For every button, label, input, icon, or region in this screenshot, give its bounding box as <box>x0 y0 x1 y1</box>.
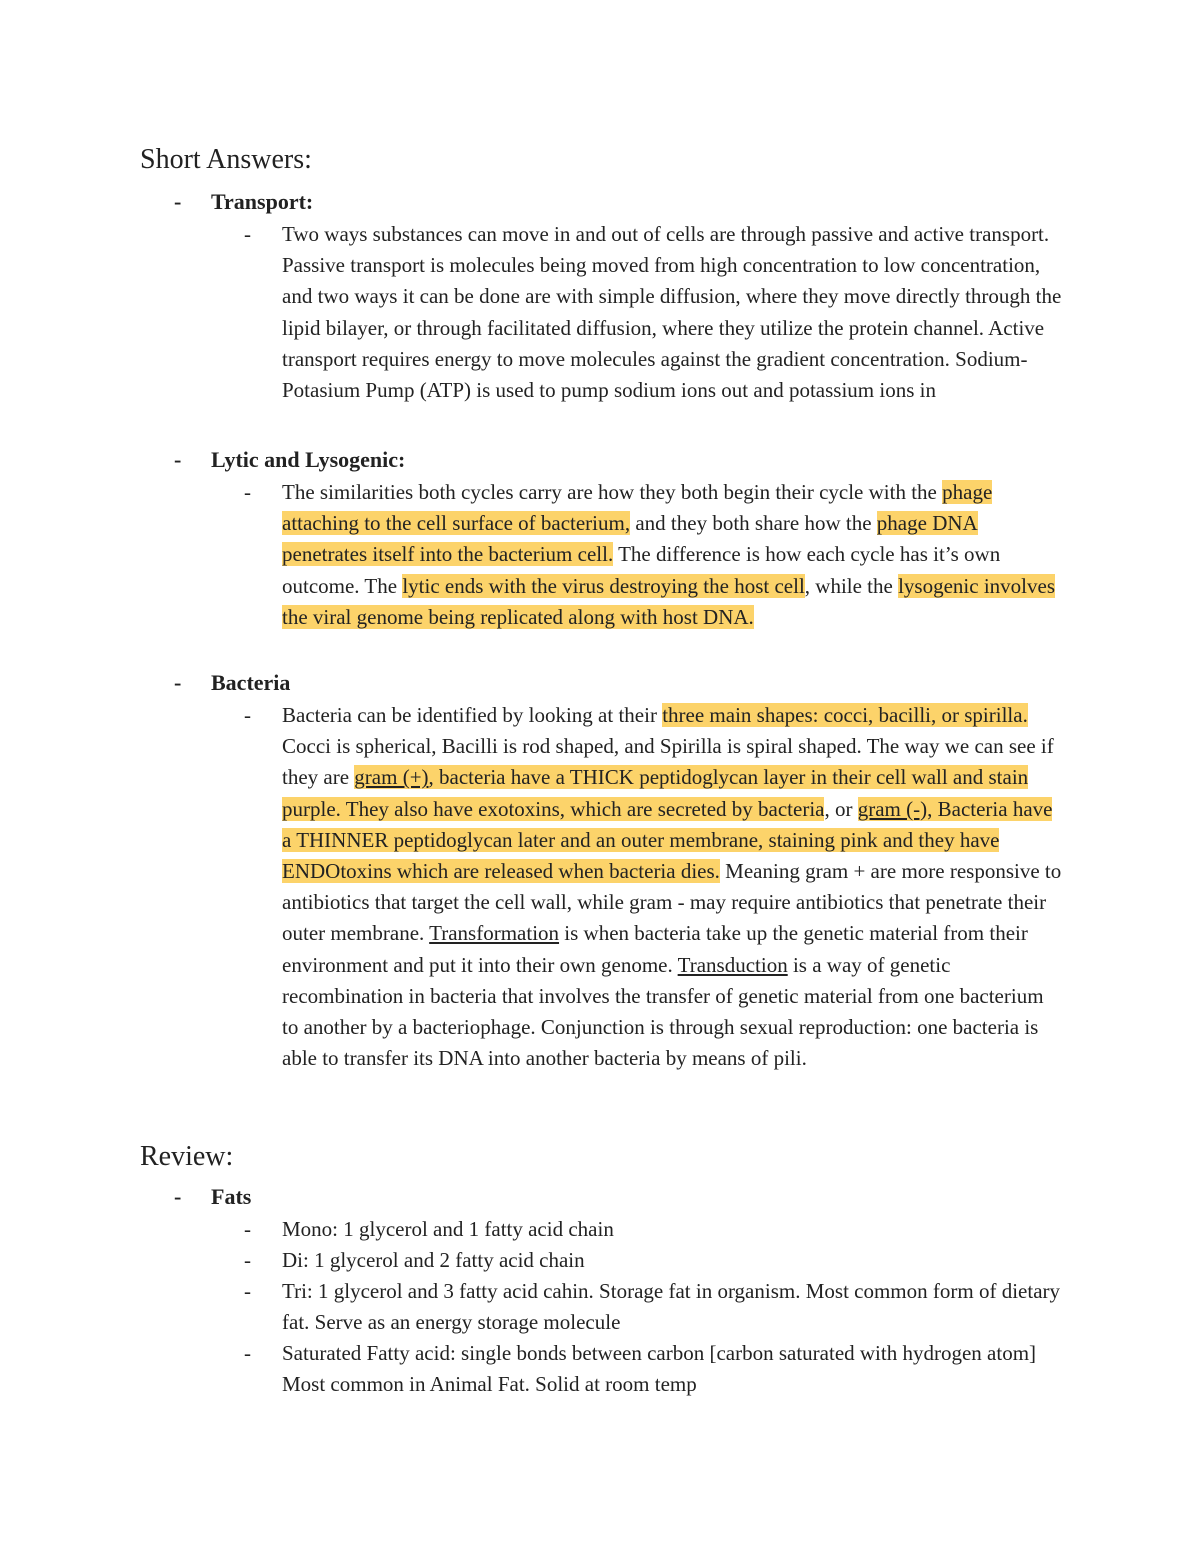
text-run: Cocci is spherical, Bacilli is rod shaped, and Spirilla is spiral shaped. The way we can see if they are <box>282 734 1054 790</box>
bacteria-paragraph <box>244 700 1064 1074</box>
sub-dash: - <box>244 1341 251 1365</box>
lytic-text <box>282 477 1064 633</box>
text-run: is when bacteria take up the genetic material from their environment and put it into their own genome. <box>282 921 1028 977</box>
highlight: lysogenic involves the viral genome being replicated along with host DNA. <box>282 573 1055 629</box>
text-run: Meaning gram + are more responsive to antibiotics that target the cell wall, while gram - may require antibiotics that penetrate their outer membrane. <box>282 859 1062 946</box>
text-run: The difference is how each cycle has it’s own outcome. The <box>282 542 1001 598</box>
bullet-dash: - <box>174 189 182 214</box>
bullet-bacteria <box>174 667 290 698</box>
bullet-lytic-lysogenic <box>174 444 405 475</box>
bullet-dash: - <box>174 670 182 695</box>
fats-item-text: Saturated Fatty acid: single bonds between carbon [carbon saturated with hydrogen atom] Most common in Animal Fat. Solid at room temp <box>282 1341 1037 1397</box>
fats-item-text: Di: 1 glycerol and 2 fatty acid chain <box>282 1248 585 1272</box>
fats-item <box>244 1214 1064 1245</box>
heading-review: Review: <box>140 1141 234 1172</box>
sub-dash: - <box>244 222 251 246</box>
sub-dash: - <box>244 480 251 504</box>
highlight: phage DNA penetrates itself into the bacterium cell. <box>282 511 978 567</box>
highlight: , bacteria have a THICK peptidoglycan layer in their cell wall and stain purple. They also have exotoxins, which are secreted by bacteria <box>282 765 1029 821</box>
sub-dash: - <box>244 1279 251 1303</box>
fats-item-text: Tri: 1 glycerol and 3 fatty acid cahin. Storage fat in organism. Most common form of dietary fat. Serve as an energy storage molecule <box>282 1279 1061 1335</box>
highlight-underlined: gram (+) <box>354 765 429 790</box>
highlight: phage attaching to the cell surface of bacterium, <box>282 480 993 536</box>
bullet-transport <box>174 186 313 217</box>
bullet-label: Fats <box>211 1184 252 1209</box>
fats-item-text: Mono: 1 glycerol and 1 fatty acid chain <box>282 1217 614 1241</box>
text-run: is a way of genetic recombination in bacteria that involves the transfer of genetic material from one bacterium to another by a bacteriophage. Conjunction is through sexual reproduction: one bacteria is able to transfer its DNA into another bacteria by means of pili. <box>282 952 1044 1071</box>
highlight-underlined: gram (-), <box>857 796 933 821</box>
bullet-label: Transport: <box>211 189 314 214</box>
underlined-term: Transformation <box>429 921 560 946</box>
fats-item <box>244 1338 1064 1400</box>
bullet-label: Bacteria <box>211 670 291 695</box>
text-run: and they both share how the <box>630 511 877 536</box>
transport-text: Two ways substances can move in and out of cells are through passive and active transport. Passive transport is molecules being moved from high concentration to low concentration, and two ways it can be done are with simple diffusion, where they move directly through the lipid bilayer, or through facilitated diffusion, where they utilize the protein channel. Active transport requires energy to move molecules against the gradient concentration. Sodium-Potasium Pump (ATP) is used to pump sodium ions out and potassium ions in <box>282 222 1062 403</box>
text-run: , while the <box>804 573 899 598</box>
highlight: three main shapes: cocci, bacilli, or spirilla. <box>662 703 1028 727</box>
highlight: Bacteria have a THINNER peptidoglycan later and an outer membrane, staining pink and they have ENDOtoxins which are released when bacteria dies. <box>282 796 1053 884</box>
bullet-label: Lytic and Lysogenic: <box>211 447 406 472</box>
bullet-dash: - <box>174 447 182 472</box>
bullet-fats <box>174 1181 251 1212</box>
text-run: The similarities both cycles carry are how they both begin their cycle with the <box>282 480 943 504</box>
lytic-paragraph <box>244 477 1064 633</box>
highlight: lytic ends with the virus destroying the host cell <box>402 573 805 598</box>
bullet-dash: - <box>174 1184 182 1209</box>
sub-dash: - <box>244 1217 251 1241</box>
transport-paragraph <box>244 219 1064 406</box>
text-run: , or <box>824 796 858 821</box>
fats-item <box>244 1276 1064 1338</box>
fats-item <box>244 1245 1064 1276</box>
heading-short-answers: Short Answers: <box>140 144 312 175</box>
sub-dash: - <box>244 703 251 727</box>
text-run: Bacteria can be identified by looking at their <box>282 703 663 727</box>
sub-dash: - <box>244 1248 251 1272</box>
underlined-term: Transduction <box>677 952 788 977</box>
bacteria-text <box>282 700 1064 1074</box>
